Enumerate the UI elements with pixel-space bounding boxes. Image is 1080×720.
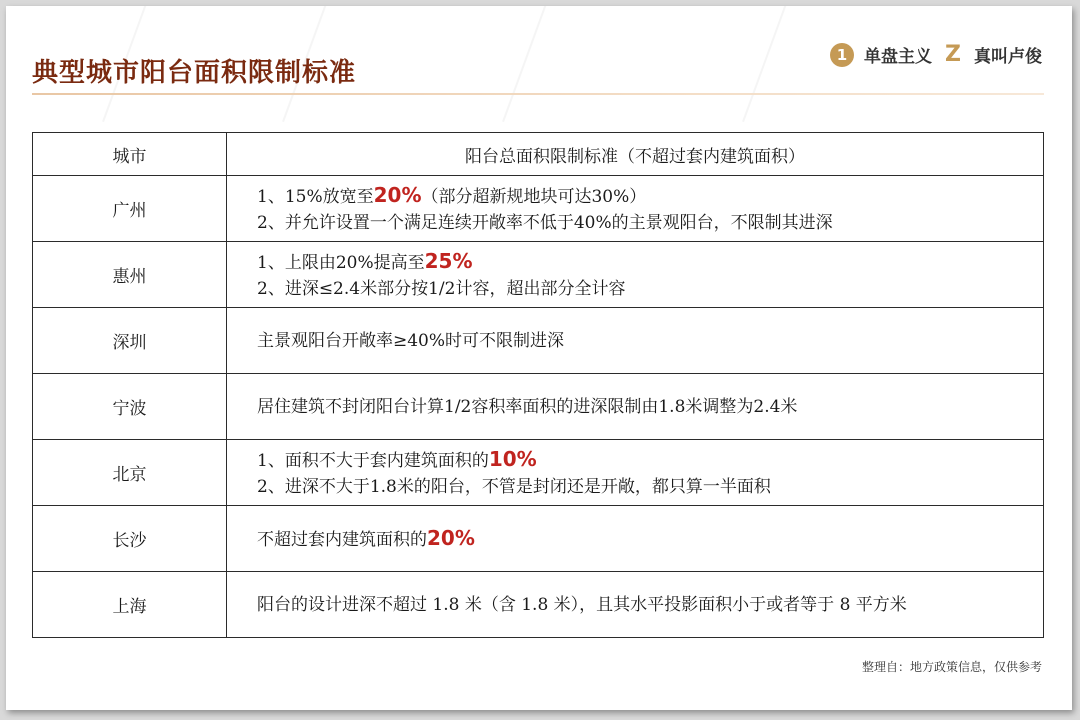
highlight-percentage: 25%	[424, 248, 473, 273]
column-header-city: 城市	[33, 133, 227, 176]
city-cell: 惠州	[33, 242, 227, 308]
standard-cell	[227, 440, 1044, 506]
highlight-percentage: 10%	[488, 446, 537, 471]
column-header-standard: 阳台总面积限制标准（不超过套内建筑面积）	[227, 133, 1044, 176]
standard-text: 1、面积不大于套内建筑面积的	[257, 450, 489, 471]
standard-cell	[227, 242, 1044, 308]
standard-text: 阳台的设计进深不超过 1.8 米（含 1.8 米），且其水平投影面积小于或者等于 8 平方米	[257, 594, 907, 615]
standard-line	[257, 394, 1043, 420]
city-cell: 宁波	[33, 374, 227, 440]
table-row	[33, 440, 1044, 506]
standard-cell	[227, 572, 1044, 638]
table-row	[33, 374, 1044, 440]
table-row	[33, 506, 1044, 572]
table-row	[33, 572, 1044, 638]
standard-text: 2、进深≤2.4米部分按1/2计容，超出部分全计容	[257, 278, 626, 299]
source-note: 整理自：地方政策信息，仅供参考	[861, 660, 1042, 674]
brand1-name: 单盘主义	[864, 47, 932, 67]
standard-line	[257, 328, 1043, 354]
standard-line	[257, 210, 1043, 236]
standard-text: 2、进深不大于1.8米的阳台，不管是封闭还是开敞，都只算一半面积	[257, 476, 771, 497]
standard-line	[257, 446, 1043, 474]
background-decoration	[742, 6, 792, 122]
standard-text: 不超过套内建筑面积的	[257, 529, 427, 550]
standard-line	[257, 182, 1043, 210]
standard-line	[257, 525, 1043, 553]
brand2-logo-icon: Z	[945, 41, 961, 67]
page-title: 典型城市阳台面积限制标准	[32, 58, 357, 88]
table-row	[33, 242, 1044, 308]
city-cell: 深圳	[33, 308, 227, 374]
standard-line	[257, 592, 1043, 618]
city-cell: 广州	[33, 176, 227, 242]
standard-text: 1、15%放宽至	[257, 186, 374, 207]
highlight-percentage: 20%	[427, 525, 475, 550]
standard-text: （部分超新规地块可达30%）	[421, 186, 647, 207]
table-row	[33, 308, 1044, 374]
standard-text: 2、并允许设置一个满足连续开敞率不低于40%的主景观阳台，不限制其进深	[257, 212, 833, 233]
standard-line	[257, 248, 1043, 276]
standard-line	[257, 276, 1043, 302]
logo-area	[830, 42, 1042, 67]
table-row	[33, 176, 1044, 242]
balcony-policy-table	[32, 132, 1044, 638]
standard-cell	[227, 176, 1044, 242]
standard-text: 居住建筑不封闭阳台计算1/2容积率面积的进深限制由1.8米调整为2.4米	[257, 396, 798, 417]
standard-cell	[227, 506, 1044, 572]
brand2-name: 真叫卢俊	[974, 47, 1042, 67]
brand1-logo-icon: 1	[830, 43, 854, 67]
city-cell: 北京	[33, 440, 227, 506]
standard-text: 1、上限由20%提高至	[257, 252, 425, 273]
city-cell: 长沙	[33, 506, 227, 572]
table-header-row	[33, 133, 1044, 176]
title-divider	[32, 93, 1044, 95]
slide	[6, 6, 1072, 710]
standard-line	[257, 474, 1043, 500]
background-decoration	[502, 6, 552, 122]
standard-cell	[227, 374, 1044, 440]
standard-cell	[227, 308, 1044, 374]
city-cell: 上海	[33, 572, 227, 638]
standard-text: 主景观阳台开敞率≥40%时可不限制进深	[257, 330, 565, 351]
highlight-percentage: 20%	[373, 182, 422, 207]
